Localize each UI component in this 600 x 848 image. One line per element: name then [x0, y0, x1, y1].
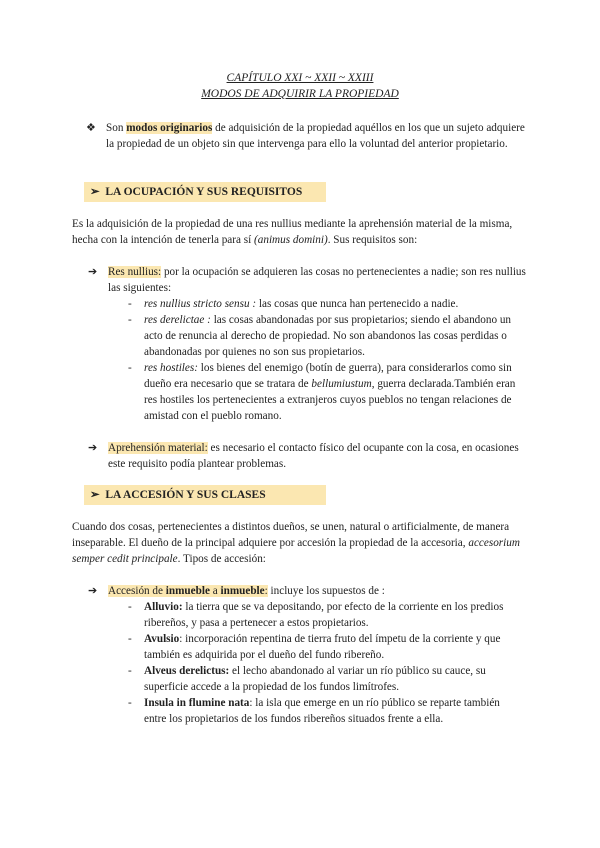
dash-bullet: - — [128, 314, 132, 326]
label-bold: inmueble — [165, 585, 210, 597]
arrow-right-icon: ➔ — [88, 442, 98, 454]
intro-pre: Son — [106, 122, 127, 134]
dash-bullet: - — [128, 362, 132, 374]
dash-bullet: - — [128, 298, 132, 310]
label-bold: inmueble — [220, 585, 265, 597]
para-text: . Sus requisitos son: — [327, 234, 418, 246]
section-heading-ocupacion — [84, 182, 326, 202]
list-item-res-nullius — [88, 264, 528, 296]
diamond-bullet-icon: ❖ — [86, 122, 97, 134]
intro-highlight: modos originarios — [126, 122, 213, 134]
arrow-right-icon: ➔ — [88, 585, 98, 597]
list-item-aprehension — [88, 440, 528, 472]
dash-bullet: - — [128, 697, 132, 709]
section-heading-accesion — [84, 485, 326, 505]
arrow-right-icon: ➔ — [88, 266, 98, 278]
sub-term: res nullius stricto sensu : — [144, 298, 257, 310]
sub-term: bellumiustum — [311, 378, 372, 390]
sub-item-res-nullius-stricto — [128, 296, 524, 312]
sub-text: los bienes del enemigo (botín de guerra), para considerarlos como sin dueño era necesario que se tratara de — [144, 362, 512, 390]
sub-term: res derelictae : — [144, 314, 211, 326]
dash-bullet: - — [128, 665, 132, 677]
dash-bullet: - — [128, 601, 132, 613]
sub-text: las cosas que nunca han pertenecido a nadie. — [256, 298, 459, 310]
arrow-icon: ➢ — [90, 186, 100, 198]
intro-text: de adquisición de la propiedad aquéllos en los que un sujeto adquiere la propiedad de un objeto sin que intervenga para ello la voluntad del anterior propietario. — [106, 122, 525, 150]
sub-text: la tierra que se va depositando, por efecto de la corriente en los predios ribereños, y pasa a pertenecer a estos propietarios. — [144, 601, 504, 629]
sub-text: el lecho abandonado al variar un río público su cauce, su superficie accede a la propiedad de los fundos limítrofes. — [144, 665, 486, 693]
label-part: a — [209, 585, 221, 597]
sub-term: Insula in flumine nata — [144, 697, 250, 709]
sub-text: : la isla que emerge en un río público se reparte también entre los propietarios de los fundos ribereños situados frente a ella. — [144, 697, 500, 725]
item-label: Aprehensión material: — [108, 442, 208, 454]
chapter-title: CAPÍTULO XXI ~ XXII ~ XXIII — [226, 72, 374, 84]
arrow-icon: ➢ — [90, 489, 100, 501]
sub-text: , guerra declarada.También eran res hostiles los pertenecientes a extranjeros cuyos pueblos no tengan relaciones de amistad con el pueblo romano. — [144, 378, 516, 422]
sub-item-alveus-derelictus — [128, 663, 524, 695]
sub-item-avulsio — [128, 631, 524, 663]
para-italic: (animus domini) — [254, 234, 328, 246]
sub-item-res-hostiles — [128, 360, 524, 424]
section2-paragraph — [72, 519, 528, 567]
chapter-subtitle: MODOS DE ADQUIRIR LA PROPIEDAD — [201, 88, 399, 100]
dash-bullet: - — [128, 633, 132, 645]
section-heading-text: LA ACCESIÓN Y SUS CLASES — [105, 489, 266, 501]
label-part: : — [264, 585, 268, 597]
section1-paragraph — [72, 216, 528, 248]
sub-term: res hostiles: — [144, 362, 198, 374]
sub-item-insula — [128, 695, 524, 727]
label-part: Accesión de — [108, 585, 166, 597]
item-text: es necesario el contacto físico del ocupante con la cosa, en ocasiones este requisito podía plantear problemas. — [108, 442, 519, 470]
sub-text: las cosas abandonadas por sus propietarios; siendo el abandono un acto de renuncia al derecho de propiedad. No son abandonos las cosas perdidas o abandonadas por quienes no son sus propietarios. — [144, 314, 512, 358]
sub-item-alluvio — [128, 599, 524, 631]
para-text: . Tipos de accesión: — [177, 553, 266, 565]
item-text: incluye los supuestos de : — [267, 585, 385, 597]
sub-item-res-derelictae — [128, 312, 524, 360]
para-text: Es la adquisición de la propiedad de una res nullius mediante la aprehensión material de la misma, hecha con la intención de tenerla para sí — [72, 218, 513, 246]
item-label — [108, 585, 268, 597]
sub-term: Alveus derelictus: — [144, 665, 230, 677]
section-heading-text: LA OCUPACIÓN Y SUS REQUISITOS — [105, 186, 303, 198]
list-item-accesion-inmueble — [88, 583, 528, 599]
intro-bullet — [86, 120, 530, 152]
sub-text: : incorporación repentina de tierra fruto del ímpetu de la corriente y que también es adquirida por el dueño del fundo ribereño. — [144, 633, 501, 661]
sub-term: Alluvio: — [144, 601, 183, 613]
item-label: Res nullius: — [108, 266, 162, 278]
para-italic: accesorium semper cedit principale — [72, 537, 520, 565]
item-text: por la ocupación se adquieren las cosas no pertenecientes a nadie; son res nullius las siguientes: — [108, 266, 526, 294]
para-text: Cuando dos cosas, pertenecientes a distintos dueños, se unen, natural o artificialmente, de manera inseparable. El dueño de la principal adquiere por accesión la propiedad de la accesoria, — [72, 521, 510, 549]
sub-term: Avulsio — [144, 633, 180, 645]
